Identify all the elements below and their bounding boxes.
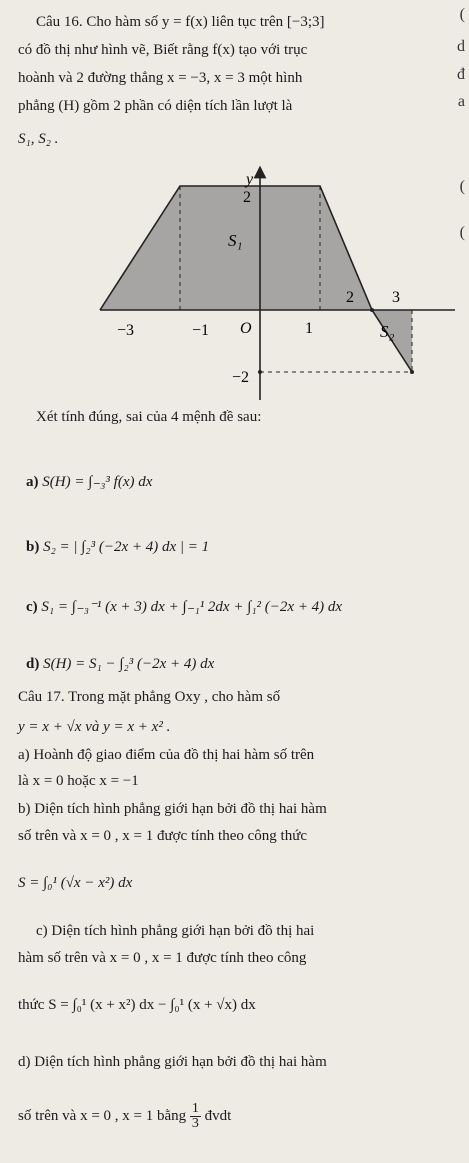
q17-d-line1: d) Diện tích hình phẳng giới hạn bởi đồ thị hai hàm: [18, 1054, 327, 1070]
option-a: [26, 473, 152, 491]
q17-a-line2: là x = 0 hoặc x = −1: [18, 773, 139, 789]
option-c: [26, 598, 342, 616]
q17-d-line2: [18, 1102, 231, 1131]
q17-c-formula: thức S = ∫₀¹ (x + x²) dx − ∫₀¹ (x + √x) dx: [18, 997, 256, 1013]
edge-fragment: (: [459, 224, 465, 241]
q17-a-line1: a) Hoành độ giao điểm của đồ thị hai hàm số trên: [18, 747, 315, 763]
edge-fragment: đ: [457, 66, 465, 83]
option-d: [26, 655, 214, 673]
q17-b-line1: b) Diện tích hình phẳng giới hạn bởi đồ thị hai hàm: [18, 801, 327, 817]
option-d-formula: S(H) = S₁ − ∫₂³ (−2x + 4) dx: [43, 656, 215, 672]
option-b: [26, 538, 209, 556]
origin-label: O: [240, 320, 252, 337]
region-s1-label: S₁: [228, 231, 243, 250]
q17-c-line1: c) Diện tích hình phẳng giới hạn bởi đồ thị hai: [36, 923, 315, 939]
q16-line-5: S₁, S₂ .: [18, 131, 59, 147]
q17-title: Câu 17. Trong mặt phẳng Oxy , cho hàm số: [18, 689, 281, 705]
option-d-label: d): [26, 656, 40, 672]
function-graph: [0, 0, 469, 400]
option-a-label: a): [26, 474, 39, 490]
option-a-formula: S(H) = ∫₋₃³ f(x) dx: [42, 474, 153, 490]
edge-fragment: (: [459, 6, 465, 23]
q16-line-3: hoành và 2 đường thẳng x = −3, x = 3 một hình: [18, 70, 303, 86]
q17-d-unit: đvdt: [204, 1107, 232, 1124]
q16-line-1: Câu 16. Cho hàm số y = f(x) liên tục trên [−3;3]: [36, 14, 325, 30]
tick-y-neg2: −2: [232, 369, 250, 386]
fraction-numerator: 1: [191, 1101, 199, 1116]
tick-x-neg3: −3: [117, 322, 135, 339]
q17-b-line2: số trên và x = 0 , x = 1 được tính theo công thức: [18, 828, 307, 844]
axis-y-label: y: [246, 171, 254, 188]
fraction-one-third: [190, 1102, 201, 1131]
option-b-formula: S₂ = | ∫₂³ (−2x + 4) dx | = 1: [43, 539, 210, 555]
option-c-formula: S₁ = ∫₋₃⁻¹ (x + 3) dx + ∫₋₁¹ 2dx + ∫₁² (−2x + 4) dx: [41, 599, 343, 615]
tick-y-2: 2: [243, 189, 251, 206]
tick-x-1: 1: [305, 320, 313, 337]
tick-x-neg1: −1: [192, 322, 210, 339]
edge-fragment: a: [457, 93, 465, 110]
option-c-label: c): [26, 599, 38, 615]
q16-line-2: có đồ thị như hình vẽ, Biết rằng f(x) tạo với trục: [18, 42, 308, 58]
edge-fragment: d: [457, 38, 465, 55]
q17-b-formula: S = ∫₀¹ (√x − x²) dx: [18, 875, 133, 891]
q16-prompt: Xét tính đúng, sai của 4 mệnh đề sau:: [36, 409, 262, 425]
fraction-denominator: 3: [191, 1116, 199, 1131]
edge-fragment: (: [459, 178, 465, 195]
q17-c-line2: hàm số trên và x = 0 , x = 1 được tính theo công: [18, 950, 307, 966]
option-b-label: b): [26, 539, 40, 555]
q16-line-4: phẳng (H) gồm 2 phần có diện tích lần lượt là: [18, 98, 293, 114]
region-s2-label: S₂: [380, 322, 395, 341]
q17-functions: y = x + √x và y = x + x² .: [18, 719, 171, 735]
tick-x-2: 2: [346, 289, 354, 306]
tick-x-3: 3: [392, 289, 400, 306]
q17-d-text: số trên và x = 0 , x = 1 bằng: [18, 1107, 187, 1124]
